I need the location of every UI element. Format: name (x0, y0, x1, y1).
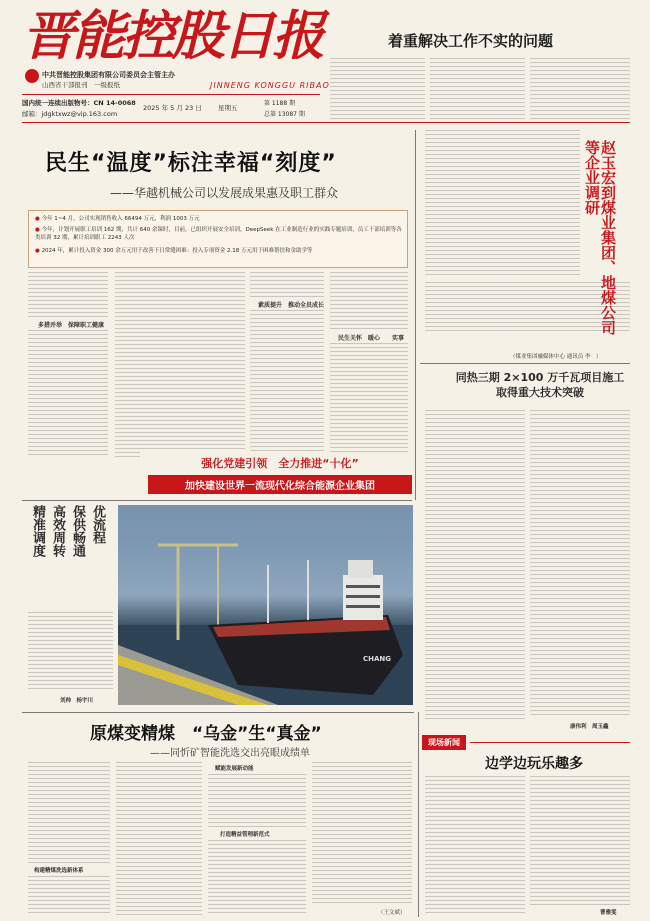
project-body (530, 410, 630, 718)
masthead-title: 晋能控股日报 (22, 5, 322, 67)
slogan-line-2: 加快建设世界一流现代化综合能源企业集团 (148, 475, 412, 494)
sponsor-line-1: 中共晋能控股集团有限公司委员会主管主办 (42, 71, 175, 79)
bottom-subtitle: ——同忻矿智能洗选交出亮眼成绩单 (150, 748, 310, 759)
masthead-pinyin: JINNENG KONGGU RIBAO (210, 81, 330, 90)
column-divider (418, 712, 419, 917)
ship-name-label: CHANG (363, 655, 392, 663)
project-body (425, 410, 525, 720)
masthead-rule (22, 94, 320, 95)
issue-number: 第 1188 期 (264, 100, 296, 107)
commentary-text (430, 58, 525, 120)
sidebar-byline: （煤业集团融媒体中心 通讯员 李 ） (510, 354, 602, 360)
commentary-text (530, 58, 630, 120)
bottom-section-head: 赋能发展新动能 (215, 766, 254, 772)
column-divider (415, 130, 416, 500)
slogan-banner (140, 452, 420, 494)
vertical-title-col: 优流程 (90, 505, 105, 544)
bottom-body-col (28, 762, 110, 864)
bottom-section-head: 打造精益管理新范式 (220, 832, 270, 838)
photo-title-vertical (28, 505, 113, 605)
commentary-text (330, 58, 425, 120)
photo-byline: 刘帅 杨宇川 (60, 698, 94, 704)
bottom-body-col (208, 774, 306, 828)
vertical-title-col: 精准调度 (30, 505, 45, 557)
highlight-item: 今年，计划开展职工培训 162 期，共计 640 余课时，目前，已组织开展安全培训，DeepSeek 在工业制造行业的实践专题培训，员工干部培训等各类培训 32 期，累计培训职工 2243 人次 (35, 227, 402, 241)
issue-weekday: 星期五 (218, 104, 238, 112)
lead-body-col (250, 272, 324, 298)
column-rule (470, 742, 630, 743)
bottom-body-col (208, 840, 306, 916)
top-headline: 着重解决工作不实的问题 (388, 32, 554, 50)
ship-illustration (118, 505, 413, 705)
column-title: 边学边玩乐趣多 (485, 756, 583, 772)
bottom-title: 原煤变精煤 “乌金”生“真金” (90, 724, 322, 744)
lead-section-head: 民生关怀 暖心 实事 (338, 335, 405, 342)
bottom-body-col (116, 762, 202, 916)
lead-subtitle: ——华越机械公司以发展成果惠及职工群众 (110, 186, 339, 200)
lead-body-col (115, 272, 245, 458)
email: 邮箱：jdgktxwz@vip.163.com (22, 110, 118, 118)
project-byline: 康伟利 周玉鑫 (570, 724, 609, 730)
section-rule (420, 363, 630, 364)
sidebar-title: 赵玉宏到煤业集团、地煤公司等企业调研 (583, 140, 617, 335)
section-rule (22, 500, 412, 501)
lead-section-head: 多措并举 保障职工健康 (38, 322, 105, 329)
column-body (530, 776, 630, 906)
bottom-body-col (312, 762, 412, 906)
vertical-title-col: 保供畅通 (70, 505, 85, 557)
sponsor-line-2: 山西省干部报刊 一级报纸 (42, 81, 120, 89)
lead-body-col (330, 343, 408, 458)
lead-body-col (330, 272, 408, 330)
slogan-line-1: 强化党建引领 全力推进“十化” (201, 457, 359, 470)
photo-caption (28, 612, 113, 692)
bottom-section-head: 构建精煤洗选新体系 (34, 868, 84, 874)
cn-number: 国内统一连续出版物号：CN 14-0068 (22, 99, 136, 107)
header-divider (22, 122, 630, 123)
total-issue-number: 总第 13087 期 (264, 111, 305, 118)
section-rule (22, 712, 414, 713)
vertical-title-col: 高效周转 (50, 505, 65, 557)
lead-body-col (28, 272, 108, 318)
column-tag: 现场新闻 (422, 735, 466, 750)
issue-date: 2025 年 5 月 23 日 (143, 104, 202, 112)
highlight-item: 今年 1~4 月，公司实现销售收入 66494 万元，利润 1003 万元 (41, 216, 200, 222)
highlight-item: 2024 年，累计投入资金 300 余万元用于改善下日常缝困难：投入专项资金 2.18 万元用于困难帮扶和金助学等 (41, 248, 313, 254)
lead-body-col (250, 310, 324, 458)
ship-photo (118, 505, 413, 705)
bottom-body-col (28, 876, 110, 916)
column-body (425, 776, 525, 916)
highlights-box: ● 今年 1~4 月，公司实现销售收入 66494 万元，利润 1003 万元 ● 今年，计划开展职工培训 162 期，共计 640 余课时，目前，已组织开展安全培训，DeepSeek 在工业制造行业的实践专题培训，员工干部培训等各类培训 32 期，累计培训职工 2243 人次 ● 2024 年，累计投入资金 300 余万元用于改善下日常缝困难：投入专项资金 2.18 万元用于困难帮扶和金助学等 (28, 210, 408, 268)
column-byline: 曹雅雯 (600, 910, 617, 916)
bottom-byline: （王文斌） (378, 910, 406, 916)
lead-section-head: 素质提升 推动全员成长 (258, 302, 325, 309)
lead-body-col (28, 330, 108, 458)
sidebar-body (425, 130, 580, 278)
project-title: 同热三期 2×100 万千瓦项目施工取得重大技术突破 (455, 371, 625, 399)
lead-title: 民生“温度”标注幸福“刻度” (45, 151, 337, 176)
party-emblem-icon (25, 69, 39, 83)
